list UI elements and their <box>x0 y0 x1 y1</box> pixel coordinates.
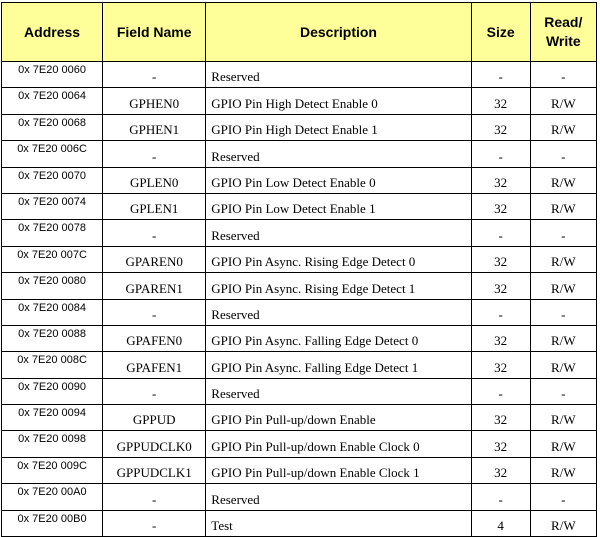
field-name-cell: GPPUDCLK0 <box>103 431 206 457</box>
read-write-cell: R/W <box>530 431 596 457</box>
read-write-cell: R/W <box>530 246 596 272</box>
address-cell: 0x 7E20 009C <box>2 457 103 483</box>
address-cell: 0x 7E20 006C <box>2 141 103 167</box>
description-cell: GPIO Pin Pull-up/down Enable <box>206 405 471 431</box>
field-name-cell: GPLEN0 <box>103 167 206 193</box>
table-header <box>2 3 597 62</box>
table-row <box>2 510 597 536</box>
description-cell: Reserved <box>206 220 471 246</box>
address-cell: 0x 7E20 0068 <box>2 114 103 140</box>
read-write-cell: - <box>530 62 596 88</box>
size-cell: - <box>471 220 530 246</box>
size-cell: 4 <box>471 510 530 536</box>
read-write-cell: R/W <box>530 273 596 299</box>
size-cell: - <box>471 62 530 88</box>
table-row <box>2 167 597 193</box>
description-cell: Reserved <box>206 141 471 167</box>
read-write-cell: - <box>530 141 596 167</box>
header-row <box>2 3 597 62</box>
field-name-cell: - <box>103 220 206 246</box>
address-cell: 0x 7E20 00B0 <box>2 510 103 536</box>
table-row <box>2 325 597 351</box>
field-name-cell: GPPUD <box>103 405 206 431</box>
address-cell: 0x 7E20 0084 <box>2 299 103 325</box>
read-write-cell: R/W <box>530 193 596 219</box>
header-description: Description <box>206 3 471 62</box>
read-write-cell: - <box>530 378 596 404</box>
read-write-cell: R/W <box>530 510 596 536</box>
read-write-cell: R/W <box>530 325 596 351</box>
address-cell: 0x 7E20 0098 <box>2 431 103 457</box>
table-row <box>2 62 597 88</box>
gpio-register-table <box>1 2 597 537</box>
size-cell: 32 <box>471 167 530 193</box>
read-write-cell: R/W <box>530 114 596 140</box>
field-name-cell: GPPUDCLK1 <box>103 457 206 483</box>
read-write-cell: R/W <box>530 457 596 483</box>
size-cell: 32 <box>471 352 530 378</box>
address-cell: 0x 7E20 0078 <box>2 220 103 246</box>
description-cell: GPIO Pin Async. Falling Edge Detect 0 <box>206 325 471 351</box>
read-write-cell: R/W <box>530 405 596 431</box>
header-read-write-line1: Read/ <box>544 14 583 30</box>
table-row <box>2 114 597 140</box>
description-cell: GPIO Pin Low Detect Enable 1 <box>206 193 471 219</box>
size-cell: 32 <box>471 88 530 114</box>
table-row <box>2 431 597 457</box>
address-cell: 0x 7E20 0080 <box>2 273 103 299</box>
size-cell: 32 <box>471 114 530 140</box>
field-name-cell: GPAREN1 <box>103 273 206 299</box>
table-row <box>2 193 597 219</box>
description-cell: GPIO Pin Pull-up/down Enable Clock 0 <box>206 431 471 457</box>
field-name-cell: - <box>103 62 206 88</box>
size-cell: 32 <box>471 273 530 299</box>
table-row <box>2 378 597 404</box>
field-name-cell: - <box>103 484 206 510</box>
table-row <box>2 273 597 299</box>
field-name-cell: GPAFEN0 <box>103 325 206 351</box>
read-write-cell: R/W <box>530 88 596 114</box>
description-cell: GPIO Pin Low Detect Enable 0 <box>206 167 471 193</box>
address-cell: 0x 7E20 007C <box>2 246 103 272</box>
description-cell: Reserved <box>206 378 471 404</box>
header-read-write <box>530 3 596 62</box>
header-size: Size <box>471 3 530 62</box>
field-name-cell: GPLEN1 <box>103 193 206 219</box>
field-name-cell: GPHEN0 <box>103 88 206 114</box>
description-cell: GPIO Pin Async. Falling Edge Detect 1 <box>206 352 471 378</box>
table-row <box>2 484 597 510</box>
read-write-cell: - <box>530 220 596 246</box>
address-cell: 0x 7E20 00A0 <box>2 484 103 510</box>
table-body <box>2 62 597 537</box>
size-cell: - <box>471 141 530 167</box>
description-cell: Reserved <box>206 484 471 510</box>
description-cell: GPIO Pin High Detect Enable 0 <box>206 88 471 114</box>
description-cell: GPIO Pin Async. Rising Edge Detect 0 <box>206 246 471 272</box>
description-cell: Test <box>206 510 471 536</box>
size-cell: 32 <box>471 431 530 457</box>
address-cell: 0x 7E20 0064 <box>2 88 103 114</box>
read-write-cell: R/W <box>530 167 596 193</box>
size-cell: - <box>471 378 530 404</box>
description-cell: GPIO Pin High Detect Enable 1 <box>206 114 471 140</box>
size-cell: 32 <box>471 193 530 219</box>
read-write-cell: R/W <box>530 352 596 378</box>
address-cell: 0x 7E20 0070 <box>2 167 103 193</box>
address-cell: 0x 7E20 0074 <box>2 193 103 219</box>
description-cell: Reserved <box>206 299 471 325</box>
description-cell: GPIO Pin Async. Rising Edge Detect 1 <box>206 273 471 299</box>
size-cell: 32 <box>471 325 530 351</box>
size-cell: 32 <box>471 246 530 272</box>
field-name-cell: GPAREN0 <box>103 246 206 272</box>
size-cell: - <box>471 299 530 325</box>
size-cell: - <box>471 484 530 510</box>
header-field-name: Field Name <box>103 3 206 62</box>
read-write-cell: - <box>530 484 596 510</box>
address-cell: 0x 7E20 0088 <box>2 325 103 351</box>
size-cell: 32 <box>471 457 530 483</box>
field-name-cell: - <box>103 378 206 404</box>
table-row <box>2 352 597 378</box>
field-name-cell: - <box>103 510 206 536</box>
read-write-cell: - <box>530 299 596 325</box>
size-cell: 32 <box>471 405 530 431</box>
address-cell: 0x 7E20 0060 <box>2 62 103 88</box>
field-name-cell: - <box>103 299 206 325</box>
table-row <box>2 405 597 431</box>
table-row <box>2 88 597 114</box>
table-row <box>2 220 597 246</box>
header-read-write-line2: Write <box>545 33 581 49</box>
field-name-cell: GPHEN1 <box>103 114 206 140</box>
field-name-cell: - <box>103 141 206 167</box>
address-cell: 0x 7E20 0090 <box>2 378 103 404</box>
table-row <box>2 246 597 272</box>
description-cell: Reserved <box>206 62 471 88</box>
description-cell: GPIO Pin Pull-up/down Enable Clock 1 <box>206 457 471 483</box>
field-name-cell: GPAFEN1 <box>103 352 206 378</box>
address-cell: 0x 7E20 0094 <box>2 405 103 431</box>
table-row <box>2 141 597 167</box>
address-cell: 0x 7E20 008C <box>2 352 103 378</box>
table-row <box>2 299 597 325</box>
table-row <box>2 457 597 483</box>
header-address: Address <box>2 3 103 62</box>
